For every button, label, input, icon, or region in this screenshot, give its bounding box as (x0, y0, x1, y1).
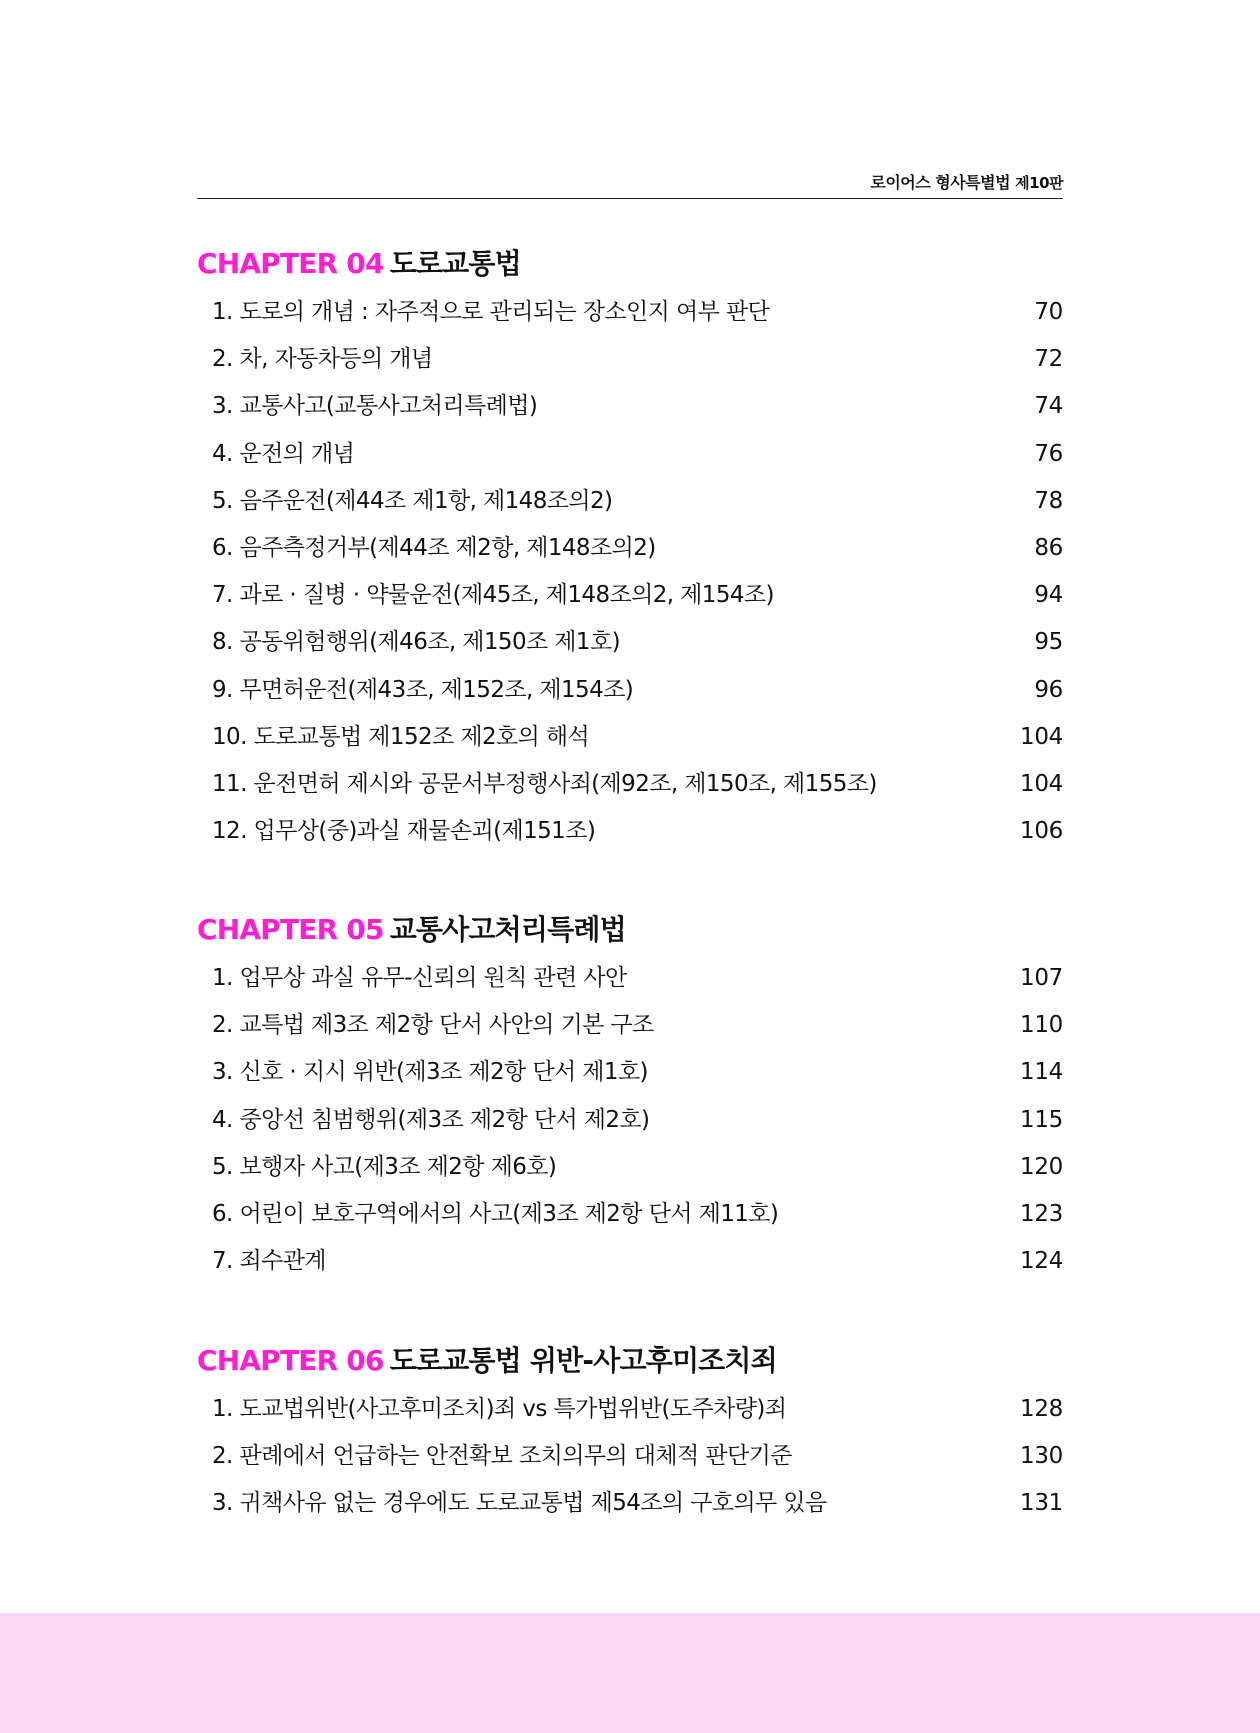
toc-entry[interactable] (197, 955, 1063, 1002)
entry-page: 96 (1034, 676, 1063, 703)
chapter-title: 도로교통법 위반-사고후미조치죄 (389, 1344, 777, 1377)
toc-entry[interactable] (197, 1049, 1063, 1096)
entry-page: 104 (1020, 770, 1063, 797)
toc-entries (197, 289, 1063, 855)
toc-entry[interactable] (197, 572, 1063, 619)
toc-entry[interactable] (197, 1097, 1063, 1144)
entry-title: 7. 과로 · 질병 · 약물운전(제45조, 제148조의2, 제154조) (212, 582, 774, 609)
entry-title: 6. 음주측정거부(제44조 제2항, 제148조의2) (212, 534, 656, 561)
book-edition: 제10판 (1015, 174, 1063, 192)
toc-entry[interactable] (197, 808, 1063, 855)
entry-page: 128 (1020, 1396, 1063, 1422)
entry-page: 123 (1020, 1200, 1063, 1227)
chapter-06-section (197, 1339, 1063, 1528)
toc-entry[interactable] (197, 431, 1063, 478)
entry-title: 12. 업무상(중)과실 재물손괴(제151조) (212, 818, 596, 845)
entry-title: 6. 어린이 보호구역에서의 사고(제3조 제2항 단서 제11호) (212, 1200, 779, 1227)
entry-title: 3. 귀책사유 없는 경우에도 도로교통법 제54조의 구호의무 있음 (212, 1490, 827, 1517)
entry-page: 72 (1034, 346, 1063, 373)
toc-entry[interactable] (197, 1191, 1063, 1238)
entry-title: 2. 차, 자동차등의 개념 (212, 346, 433, 373)
chapter-heading (197, 242, 1063, 286)
entry-title: 7. 죄수관계 (212, 1248, 326, 1275)
toc-entry[interactable] (197, 667, 1063, 714)
entry-title: 4. 중앙선 침범행위(제3조 제2항 단서 제2호) (212, 1106, 650, 1133)
entry-page: 120 (1020, 1153, 1063, 1180)
toc-entry[interactable] (197, 478, 1063, 525)
entry-title: 2. 판례에서 언급하는 안전확보 조치의무의 대체적 판단기준 (212, 1443, 792, 1470)
entry-title: 1. 도로의 개념 : 자주적으로 관리되는 장소인지 여부 판단 (212, 299, 770, 325)
entry-page: 115 (1020, 1106, 1063, 1133)
toc-entry[interactable] (197, 336, 1063, 383)
entry-page: 95 (1034, 629, 1063, 656)
chapter-04-section (197, 242, 1063, 855)
footer-band (0, 1613, 1260, 1733)
entry-title: 4. 운전의 개념 (212, 440, 355, 467)
chapter-label: CHAPTER 06 (197, 1344, 384, 1377)
entry-page: 114 (1020, 1059, 1063, 1086)
entry-title: 5. 음주운전(제44조 제1항, 제148조의2) (212, 487, 613, 514)
entry-title: 2. 교특법 제3조 제2항 단서 사안의 기본 구조 (212, 1012, 654, 1039)
chapter-label: CHAPTER 05 (197, 913, 384, 946)
entry-page: 76 (1034, 440, 1063, 467)
toc-entry[interactable] (197, 1433, 1063, 1480)
chapter-title: 도로교통법 (389, 247, 521, 280)
entry-title: 11. 운전면허 제시와 공문서부정행사죄(제92조, 제150조, 제155조) (212, 770, 877, 797)
toc-entry[interactable] (197, 289, 1063, 336)
entry-page: 104 (1020, 723, 1063, 750)
chapter-heading (197, 1339, 1063, 1383)
entry-page: 78 (1034, 487, 1063, 514)
entry-page: 86 (1034, 534, 1063, 561)
toc-entry[interactable] (197, 1386, 1063, 1433)
entry-title: 8. 공동위험행위(제46조, 제150조 제1호) (212, 629, 620, 656)
entry-title: 9. 무면허운전(제43조, 제152조, 제154조) (212, 676, 634, 703)
toc-entry[interactable] (197, 383, 1063, 430)
toc-entry[interactable] (197, 1002, 1063, 1049)
entry-title: 3. 신호 · 지시 위반(제3조 제2항 단서 제1호) (212, 1059, 648, 1086)
entry-page: 124 (1020, 1248, 1063, 1275)
entry-page: 130 (1020, 1443, 1063, 1470)
toc-entry[interactable] (197, 1144, 1063, 1191)
chapter-05-section (197, 908, 1063, 1285)
toc-entries (197, 955, 1063, 1285)
entry-page: 131 (1020, 1490, 1063, 1517)
entry-page: 94 (1034, 582, 1063, 609)
book-title-text: 로이어스 형사특별법 (870, 173, 1011, 192)
entry-title: 10. 도로교통법 제152조 제2호의 해석 (212, 723, 590, 750)
chapter-label: CHAPTER 04 (197, 247, 384, 280)
entry-title: 1. 도교법위반(사고후미조치)죄 vs 특가법위반(도주차량)죄 (212, 1396, 787, 1422)
entry-page: 107 (1020, 965, 1063, 991)
entry-page: 74 (1034, 393, 1063, 420)
entry-page: 70 (1034, 299, 1063, 325)
toc-entry[interactable] (197, 714, 1063, 761)
chapter-heading (197, 908, 1063, 952)
chapter-title: 교통사고처리특례법 (389, 913, 626, 946)
toc-entry[interactable] (197, 619, 1063, 666)
book-title (870, 170, 1063, 193)
entry-page: 110 (1020, 1012, 1063, 1039)
toc-entry[interactable] (197, 1480, 1063, 1527)
toc-entry[interactable] (197, 525, 1063, 572)
entry-page: 106 (1020, 818, 1063, 845)
toc-entry[interactable] (197, 1238, 1063, 1285)
entry-title: 3. 교통사고(교통사고처리특례법) (212, 393, 538, 420)
toc-entry[interactable] (197, 761, 1063, 808)
entry-title: 1. 업무상 과실 유무-신뢰의 원칙 관련 사안 (212, 965, 627, 991)
running-header (197, 166, 1063, 199)
entry-title: 5. 보행자 사고(제3조 제2항 제6호) (212, 1153, 557, 1180)
toc-entries (197, 1386, 1063, 1528)
